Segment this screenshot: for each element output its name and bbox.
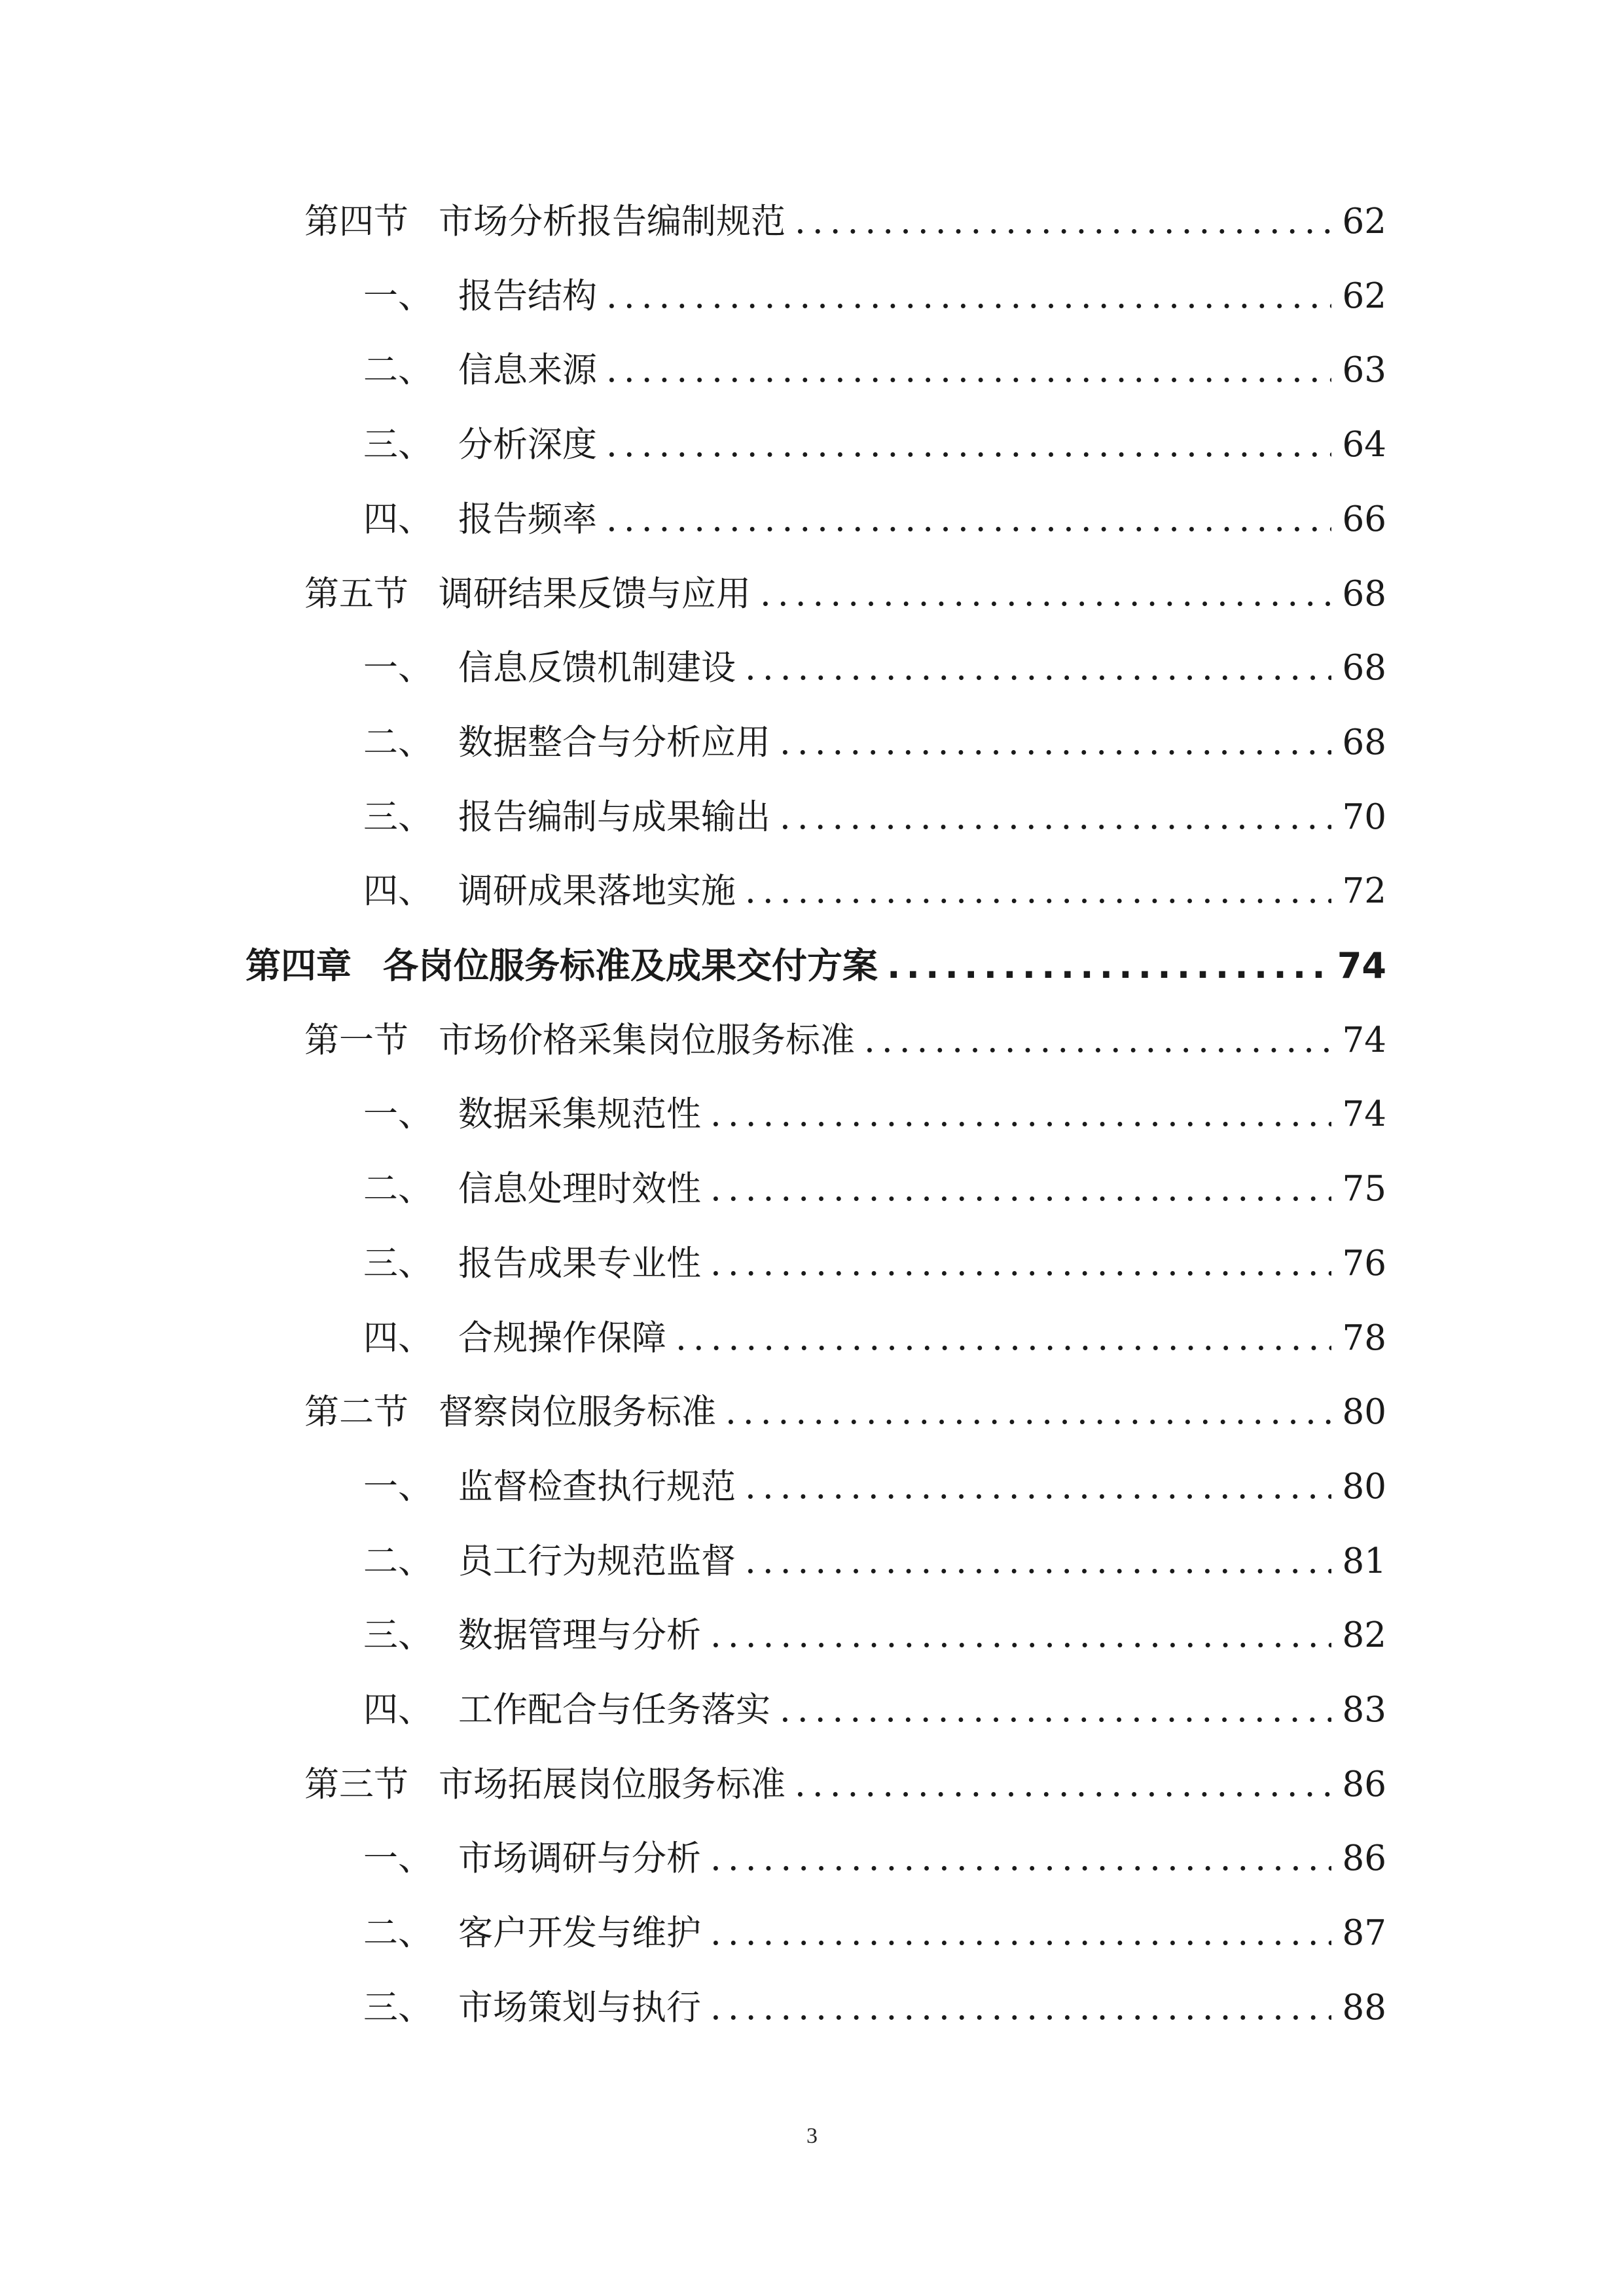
toc-entry-item[interactable] [363,1598,1386,1673]
dot-leader [710,1598,1331,1673]
toc-entry-title: 数据管理与分析 [458,1615,701,1655]
toc-entry-item[interactable] [363,706,1386,780]
toc-entry-item[interactable] [363,1450,1386,1524]
toc-entry-number: 三、 [363,797,433,837]
toc-entry-page: 66 [1342,499,1386,539]
toc-entry-number: 二、 [363,350,433,390]
toc-entry-item[interactable] [363,1673,1386,1748]
dot-leader [606,259,1331,334]
toc-entry-title: 数据整合与分析应用 [458,723,770,762]
toc-entry-page: 81 [1342,1541,1386,1581]
toc-entry-page: 68 [1342,574,1386,614]
toc-entry-title: 各岗位服务标准及成果交付方案 [383,945,878,986]
toc-entry-title: 员工行为规范监督 [458,1541,736,1581]
toc-entry-title: 信息处理时效性 [458,1169,701,1209]
toc-entry-title: 报告编制与成果输出 [458,797,770,837]
toc-entry-section[interactable] [304,1748,1386,1822]
toc-entry-number: 第二节 [304,1392,408,1432]
toc-entry-chapter[interactable] [245,929,1386,1003]
toc-entry-title: 信息反馈机制建设 [458,648,736,688]
dot-leader [745,631,1331,706]
dot-leader [760,557,1331,632]
toc-entry-item[interactable] [363,1301,1386,1376]
toc-entry-item[interactable] [363,408,1386,482]
toc-entry-page: 76 [1342,1244,1386,1283]
toc-entry-item[interactable] [363,854,1386,929]
toc-entry-item[interactable] [363,1227,1386,1301]
toc-entry-title: 报告频率 [458,499,597,539]
toc-entry-number: 四、 [363,1318,433,1358]
toc-entry-item[interactable] [363,482,1386,557]
toc-entry-number: 二、 [363,1541,433,1581]
dot-leader [710,1227,1331,1301]
toc-entry-title: 市场策划与执行 [458,1988,701,2028]
toc-entry-section[interactable] [304,557,1386,632]
toc-entry-title: 信息来源 [458,350,597,390]
toc-entry-page: 74 [1342,1020,1386,1060]
toc-entry-page: 80 [1342,1467,1386,1507]
toc-entry-title: 报告结构 [458,276,597,316]
dot-leader [780,780,1331,855]
toc-entry-item[interactable] [363,1971,1386,2045]
toc-entry-title: 市场价格采集岗位服务标准 [439,1020,855,1060]
toc-entry-page: 64 [1342,425,1386,465]
toc-entry-number: 一、 [363,1094,433,1134]
toc-entry-page: 63 [1342,350,1386,390]
toc-entry-item[interactable] [363,1077,1386,1152]
toc-entry-page: 75 [1342,1169,1386,1209]
toc-entry-item[interactable] [363,1896,1386,1971]
toc-entry-page: 78 [1342,1318,1386,1358]
dot-leader [710,1821,1331,1896]
toc-entry-item[interactable] [363,1821,1386,1896]
toc-entry-title: 调研结果反馈与应用 [439,574,751,614]
toc-entry-section[interactable] [304,1375,1386,1450]
dot-leader [710,1152,1331,1227]
toc-entry-number: 四、 [363,499,433,539]
toc-entry-number: 四、 [363,871,433,911]
toc-entry-section[interactable] [304,185,1386,259]
toc-entry-page: 86 [1342,1765,1386,1804]
toc-entry-number: 一、 [363,648,433,688]
toc-entry-page: 68 [1342,648,1386,688]
dot-leader [887,929,1328,1003]
toc-entry-number: 三、 [363,425,433,465]
toc-entry-title: 客户开发与维护 [458,1913,701,1953]
toc-entry-section[interactable] [304,1003,1386,1078]
toc-entry-item[interactable] [363,259,1386,334]
toc-entry-page: 82 [1342,1615,1386,1655]
toc-entry-number: 第四节 [304,202,408,242]
toc-entry-page: 68 [1342,723,1386,762]
toc-entry-number: 二、 [363,1169,433,1209]
dot-leader [710,1971,1331,2045]
toc-entry-number: 三、 [363,1244,433,1283]
toc-entry-number: 二、 [363,723,433,762]
dot-leader [780,1673,1331,1748]
toc-entry-title: 市场拓展岗位服务标准 [439,1765,785,1804]
toc-entry-title: 合规操作保障 [458,1318,666,1358]
dot-leader [606,408,1331,482]
toc-entry-page: 74 [1342,1094,1386,1134]
toc-entry-item[interactable] [363,780,1386,855]
toc-entry-title: 督察岗位服务标准 [439,1392,716,1432]
toc-entry-number: 一、 [363,1467,433,1507]
toc-entry-page: 62 [1342,276,1386,316]
toc-entry-number: 第四章 [245,945,352,986]
dot-leader [676,1301,1331,1376]
toc-entry-number: 三、 [363,1615,433,1655]
toc-entry-page: 74 [1337,945,1386,986]
toc-entry-number: 一、 [363,276,433,316]
page-number: 3 [806,2124,818,2148]
toc-entry-page: 70 [1342,797,1386,837]
toc-entry-page: 86 [1342,1839,1386,1878]
toc-entry-title: 数据采集规范性 [458,1094,701,1134]
dot-leader [606,333,1331,408]
toc-entry-number: 一、 [363,1839,433,1878]
toc-entry-number: 第三节 [304,1765,408,1804]
toc-entry-title: 报告成果专业性 [458,1244,701,1283]
toc-entry-title: 市场调研与分析 [458,1839,701,1878]
toc-entry-page: 72 [1342,871,1386,911]
dot-leader [780,706,1331,780]
dot-leader [745,1524,1331,1599]
toc-entry-page: 88 [1342,1988,1386,2028]
dot-leader [864,1003,1331,1078]
toc-entry-item[interactable] [363,1152,1386,1227]
toc-entry-item[interactable] [363,1524,1386,1599]
toc-entry-number: 二、 [363,1913,433,1953]
toc-entry-number: 四、 [363,1690,433,1730]
toc-entry-page: 83 [1342,1690,1386,1730]
dot-leader [725,1375,1331,1450]
dot-leader [606,482,1331,557]
dot-leader [795,185,1331,259]
toc-entry-page: 80 [1342,1392,1386,1432]
toc-entry-page: 87 [1342,1913,1386,1953]
dot-leader [710,1896,1331,1971]
toc-entry-title: 调研成果落地实施 [458,871,736,911]
toc-entry-title: 工作配合与任务落实 [458,1690,770,1730]
toc-entry-item[interactable] [363,333,1386,408]
toc-entry-page: 62 [1342,202,1386,242]
toc-entry-number: 第五节 [304,574,408,614]
toc-entry-title: 分析深度 [458,425,597,465]
toc-entry-number: 三、 [363,1988,433,2028]
dot-leader [745,854,1331,929]
toc-entry-number: 第一节 [304,1020,408,1060]
toc-entry-title: 监督检查执行规范 [458,1467,736,1507]
dot-leader [795,1748,1331,1822]
toc-entry-item[interactable] [363,631,1386,706]
dot-leader [710,1077,1331,1152]
dot-leader [745,1450,1331,1524]
toc-entry-title: 市场分析报告编制规范 [439,202,785,242]
